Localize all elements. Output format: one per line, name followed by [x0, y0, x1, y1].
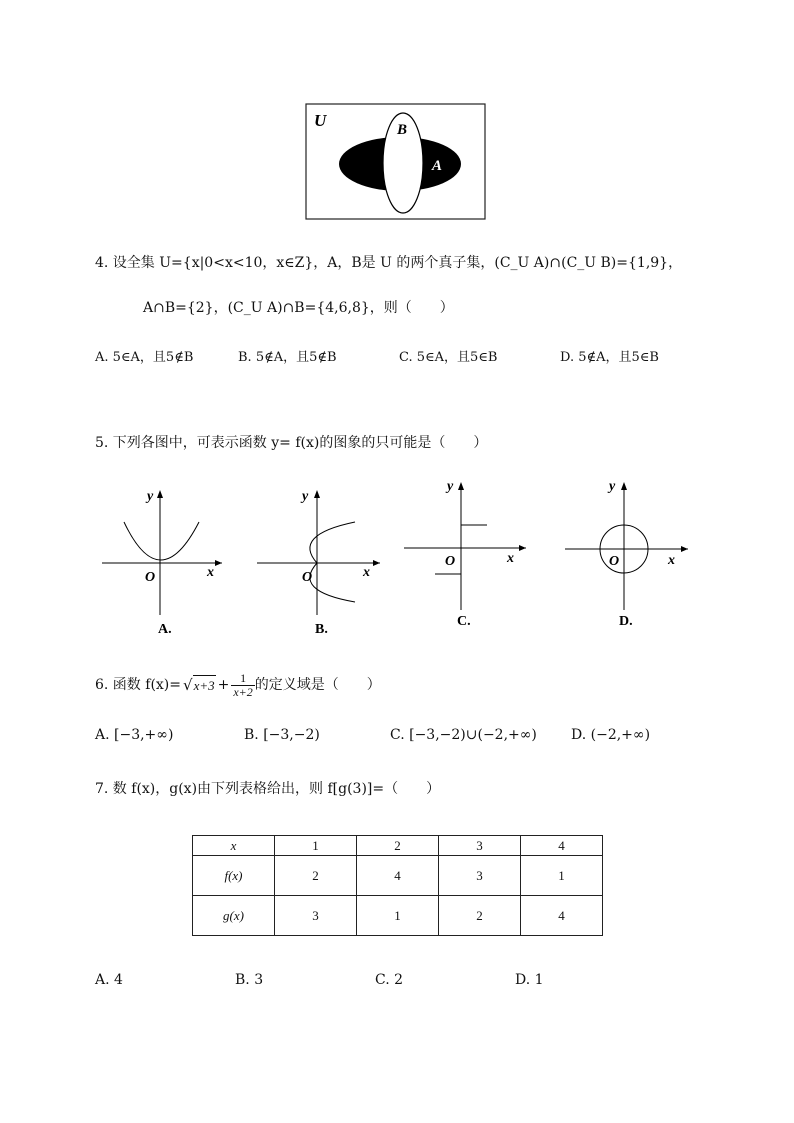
table-header-cell: 2 [357, 836, 439, 856]
q7-option-b: B. 3 [235, 972, 264, 988]
q6-suffix: 的定义域是（ ） [254, 677, 381, 693]
label-b: B [397, 122, 408, 138]
q4-option-b: B. 5∉A，且5∉B [238, 350, 337, 365]
table-cell: 4 [521, 896, 603, 936]
graph-a-caption: A. [158, 622, 172, 637]
q6-question [95, 669, 381, 701]
table-row [193, 856, 603, 896]
q6-option-c: C. [−3,−2)∪(−2,+∞) [390, 727, 537, 743]
label-a: A [432, 158, 443, 174]
graph-b-x-label: x [363, 565, 370, 580]
table-cell: 3 [439, 856, 521, 896]
graph-b-origin: O [302, 570, 313, 585]
table-header-cell: 1 [275, 836, 357, 856]
table-row [193, 896, 603, 936]
q6-plus: + [217, 677, 230, 693]
q6-option-b: B. [−3,−2) [244, 727, 320, 743]
q5-question: 5. 下列各图中，可表示函数 y= f(x)的图象的只可能是（ ） [95, 435, 488, 451]
table-header-cell: 4 [521, 836, 603, 856]
q4-line2: A∩B={2}，(C_U A)∩B={4,6,8}，则（ ） [143, 300, 454, 316]
q6-fraction [231, 672, 254, 699]
graph-d [565, 479, 688, 629]
graph-a-x-label: x [207, 565, 214, 580]
table-cell: f(x) [193, 856, 275, 896]
q7-option-a: A. 4 [95, 972, 123, 988]
q5-graphs [0, 470, 794, 640]
q6-root-expr: x+3 [193, 675, 216, 696]
table-cell: 2 [439, 896, 521, 936]
q4-option-d: D. 5∉A，且5∈B [560, 350, 659, 365]
q4-line1: 4. 设全集 U={x|0<x<10，x∈Z}，A，B是 U 的两个真子集，(C_U A)∩(C_U B)={1,9}， [95, 255, 683, 271]
table-cell: 3 [275, 896, 357, 936]
graph-c-x-label: x [507, 551, 514, 566]
table-cell: 1 [521, 856, 603, 896]
graph-a-origin: O [145, 570, 156, 585]
graph-d-y-label: y [609, 479, 616, 494]
graph-d-caption: D. [619, 614, 633, 629]
q6-option-d: D. (−2,+∞) [571, 727, 651, 743]
table-cell: g(x) [193, 896, 275, 936]
table-header-row [193, 836, 603, 856]
graph-c-origin: O [445, 554, 456, 569]
q6-frac-num: 1 [240, 670, 247, 685]
q7-option-c: C. 2 [375, 972, 404, 988]
q6-prefix: 6. 函数 f(x)= [95, 677, 181, 693]
graph-a [102, 489, 222, 637]
graph-c-caption: C. [457, 614, 471, 629]
q6-option-a: A. [−3,+∞) [95, 727, 174, 743]
table-cell: 4 [357, 856, 439, 896]
venn-diagram [0, 0, 794, 230]
graph-b-y-label: y [302, 489, 309, 504]
graph-d-origin: O [609, 554, 620, 569]
label-u: U [314, 111, 327, 130]
q4-option-a: A. 5∈A，且5∉B [95, 350, 194, 365]
table-cell: 1 [357, 896, 439, 936]
graph-c [404, 479, 526, 629]
function-table [192, 835, 603, 936]
graph-b-caption: B. [315, 622, 328, 637]
table-header-cell: 3 [439, 836, 521, 856]
graph-d-x-label: x [668, 553, 675, 568]
q7-option-d: D. 1 [515, 972, 544, 988]
q7-question: 7. 数 f(x)，g(x)由下列表格给出，则 f[g(3)]=（ ） [95, 781, 441, 797]
graph-a-parabola [124, 522, 199, 560]
q6-frac-den: x+2 [233, 684, 253, 699]
graph-b [257, 489, 380, 637]
table-cell: 2 [275, 856, 357, 896]
q4-option-c: C. 5∈A，且5∈B [399, 350, 498, 365]
graph-a-y-label: y [147, 489, 154, 504]
q6-sqrt: √ x+3 [183, 675, 215, 694]
table-header-cell: x [193, 836, 275, 856]
graph-c-y-label: y [447, 479, 454, 494]
